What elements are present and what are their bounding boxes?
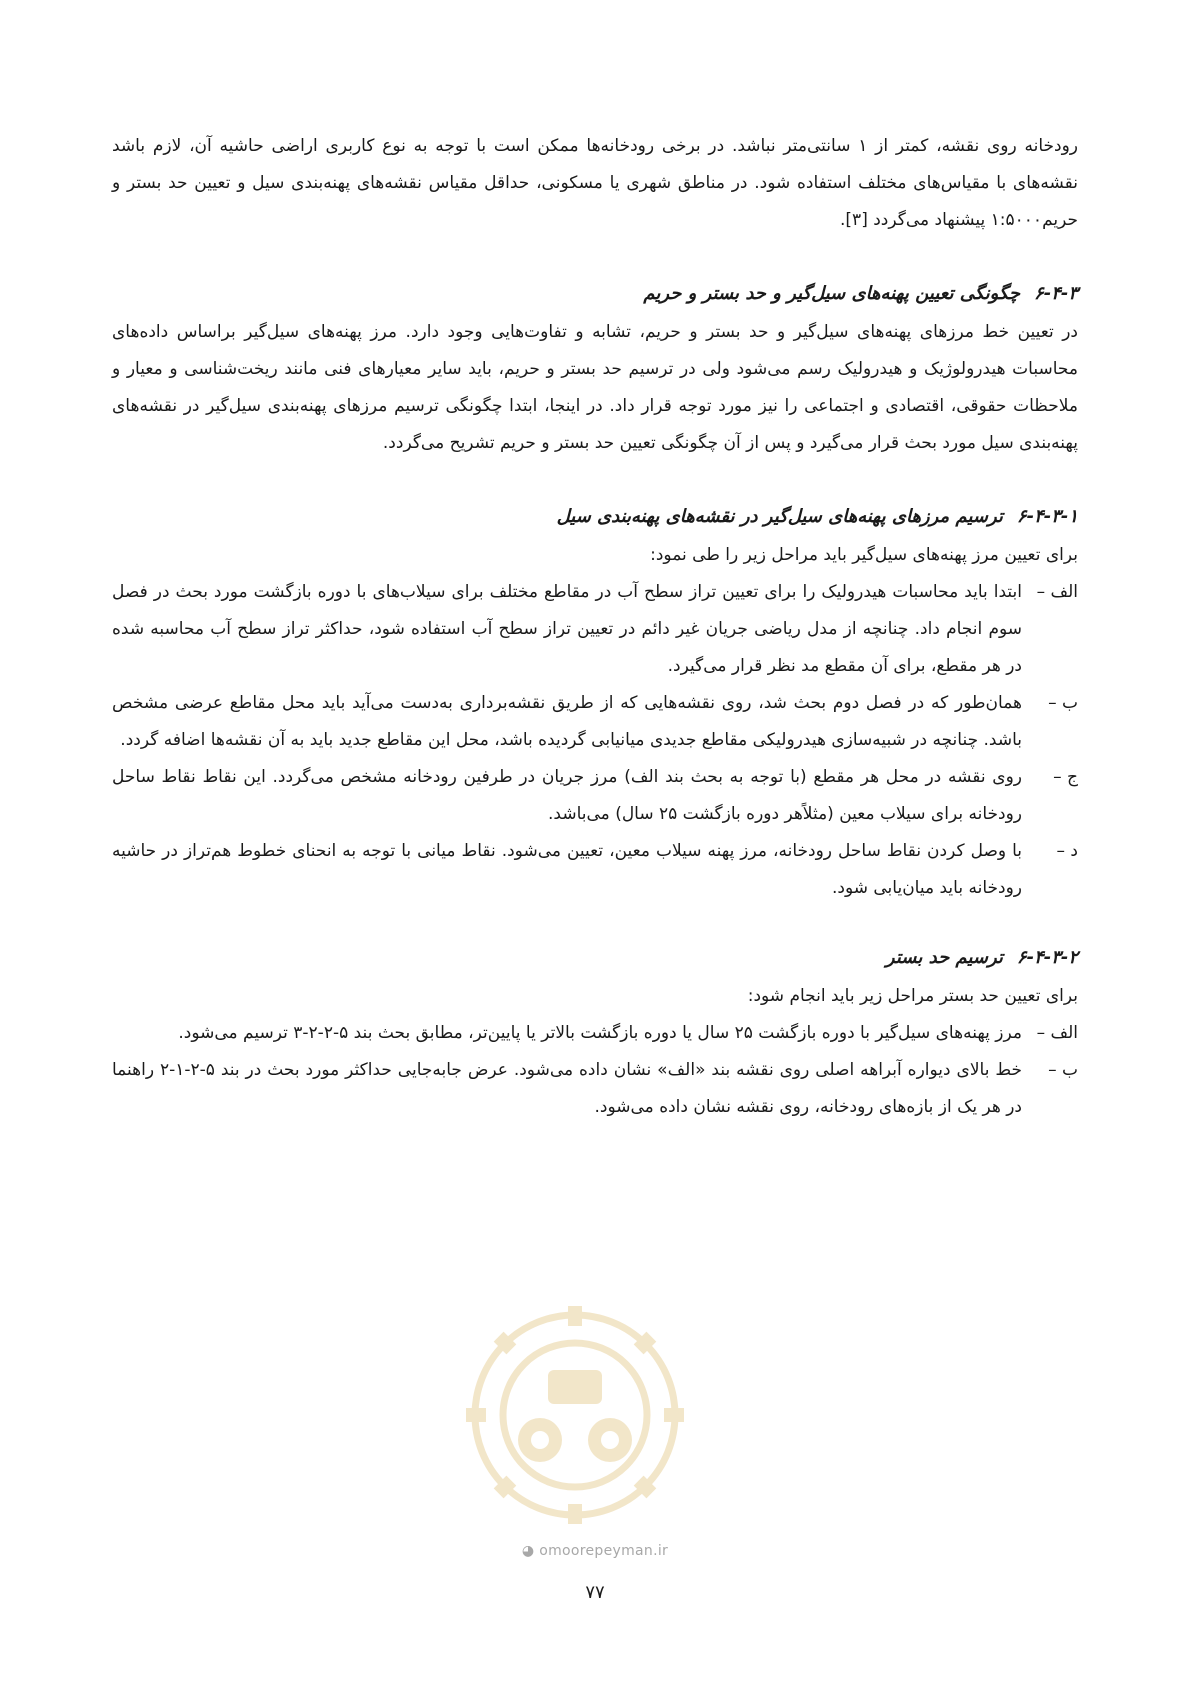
spacer (112, 239, 1078, 274)
section-heading-6-4-3 (112, 274, 1078, 314)
section-number: ۶-۴-۳-۱ (1016, 506, 1078, 527)
list-item-text: خط بالای دیواره آبراهه اصلی روی نقشه بند «الف» نشان داده می‌شود. عرض جابه‌جایی حداکثر مورد بحث در بند ۵-۲-۱-۲ راهنما در هر یک از بازه‌های رودخانه، روی نقشه نشان داده می‌شود. (112, 1060, 1022, 1117)
globe-icon: ◕ (521, 1543, 540, 1559)
steps-list (112, 1015, 1078, 1126)
site-watermark (0, 1543, 1190, 1559)
section-number: ۶-۴-۳ (1034, 283, 1078, 304)
steps-list (112, 574, 1078, 907)
list-item-text: مرز پهنه‌های سیل‌گیر با دوره بازگشت ۲۵ سال یا دوره بازگشت بالاتر یا پایین‌تر، مطابق بحث بند ۵-۲-۲-۳ ترسیم می‌شود. (178, 1023, 1022, 1043)
list-item (112, 759, 1078, 833)
list-item (112, 833, 1078, 907)
list-item-text: روی نقشه در محل هر مقطع (با توجه به بحث بند الف) مرز جریان در طرفین رودخانه مشخص می‌گردد. این نقاط نقاط ساحل رودخانه برای سیلاب معین (مثلاًهر دوره بازگشت ۲۵ سال) می‌باشد. (112, 767, 1022, 824)
list-item (112, 1052, 1078, 1126)
list-marker: الف – (1036, 1023, 1078, 1043)
watermark-logo (460, 1300, 690, 1530)
list-item-text: همان‌طور که در فصل دوم بحث شد، روی نقشه‌هایی که از طریق نقشه‌برداری به‌دست می‌آید باید محل مقاطع عرضی مشخص باشد. چنانچه در شبیه‌سازی هیدرولیکی مقاطع جدیدی میانیابی گردیده باشد، محل این مقاطع جدید باید به آن نقشه‌ها اضافه گردد. (112, 693, 1022, 750)
section-number: ۶-۴-۳-۲ (1016, 947, 1078, 968)
page-number: ۷۷ (585, 1582, 605, 1603)
list-item-text: ابتدا باید محاسبات هیدرولیک را برای تعیین تراز سطح آب در مقاطع مختلف برای سیلاب‌های با دوره بازگشت مورد بحث در فصل سوم انجام داد. چنانچه از مدل ریاضی جریان غیر دائم در تعیین تراز سطح آب استفاده شود، حداکثر تراز سطح آب محاسبه شده در هر مقطع، برای آن مقطع مد نظر قرار می‌گیرد. (112, 582, 1022, 676)
section-heading-6-4-3-1 (112, 497, 1078, 537)
list-marker: الف – (1036, 582, 1078, 602)
list-item (112, 685, 1078, 759)
list-marker: ب – (1048, 693, 1078, 713)
section-title: ترسیم حد بستر (885, 947, 1003, 968)
spacer (112, 462, 1078, 497)
list-marker: د – (1056, 841, 1078, 861)
list-marker: ب – (1048, 1060, 1078, 1080)
section-heading-6-4-3-2 (112, 938, 1078, 978)
list-item (112, 574, 1078, 685)
list-marker: ج – (1053, 767, 1078, 787)
section-lead: برای تعیین مرز پهنه‌های سیل‌گیر باید مراحل زیر را طی نمود: (650, 545, 1078, 565)
list-item-text: با وصل کردن نقاط ساحل رودخانه، مرز پهنه سیلاب معین، تعیین می‌شود. نقاط میانی با توجه به انحنای خطوط هم‌تراز در حاشیه رودخانه باید میان‌یابی شود. (112, 841, 1022, 898)
list-item (112, 1015, 1078, 1052)
site-watermark-text: omoorepeyman.ir (539, 1543, 669, 1559)
intro-paragraph: رودخانه روی نقشه، کمتر از ۱ سانتی‌متر نباشد. در برخی رودخانه‌ها ممکن است با توجه به نوع کاربری اراضی حاشیه آن، لازم باشد نقشه‌های با مقیاس‌های مختلف استفاده شود. در مناطق شهری یا مسکونی، حداقل مقیاس نقشه‌های پهنه‌بندی سیل و تعیین حد بستر و حریم۱:۵۰۰۰ پیشنهاد می‌گردد [۳]. (112, 136, 1078, 230)
spacer (112, 907, 1078, 938)
section-title: ترسیم مرزهای پهنه‌های سیل‌گیر در نقشه‌های پهنه‌بندی سیل (556, 506, 1003, 527)
section-title: چگونگی تعیین پهنه‌های سیل‌گیر و حد بستر و حریم (643, 283, 1021, 304)
section-paragraph: در تعیین خط مرزهای پهنه‌های سیل‌گیر و حد بستر و حریم، تشابه و تفاوت‌هایی وجود دارد. مرز پهنه‌های سیل‌گیر براساس داده‌های محاسبات هیدرولوژیک و هیدرولیک رسم می‌شود ولی در ترسیم حد بستر و حریم، باید سایر معیارهای فنی مانند ریخت‌شناسی و معیار و ملاحظات حقوقی، اقتصادی و اجتماعی را نیز مورد توجه قرار داد. در اینجا، ابتدا چگونگی ترسیم مرزهای پهنه‌بندی سیل‌گیر در نقشه‌های پهنه‌بندی سیل مورد بحث قرار می‌گیرد و پس از آن چگونگی تعیین حد بستر و حریم تشریح می‌گردد. (112, 322, 1078, 453)
page-content (112, 128, 1078, 1126)
section-lead: برای تعیین حد بستر مراحل زیر باید انجام شود: (747, 986, 1078, 1006)
